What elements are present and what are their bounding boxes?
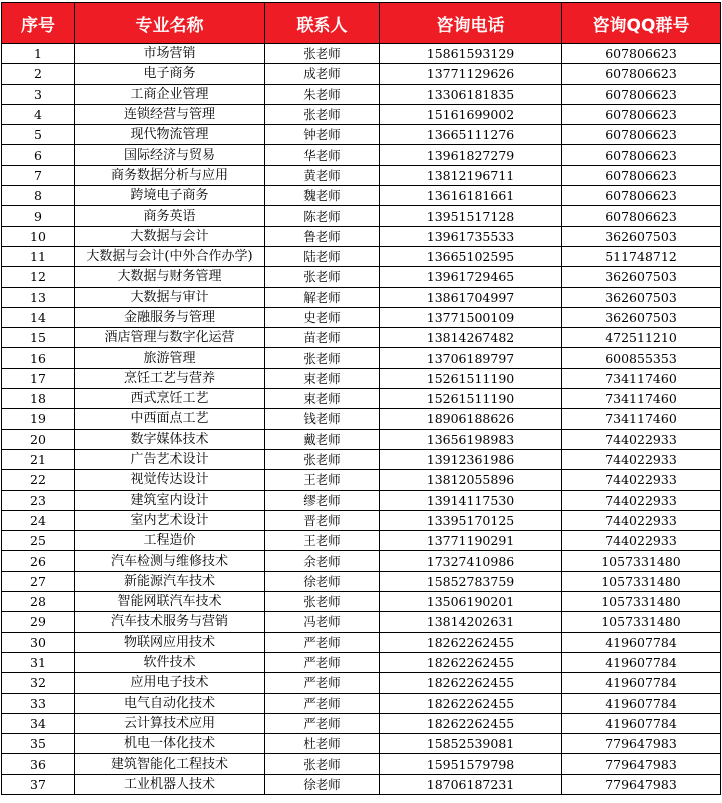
cell-major: 大数据与会计(中外合作办学) [75,246,265,266]
cell-index: 6 [2,145,75,165]
cell-contact: 严老师 [265,632,380,652]
cell-contact: 鲁老师 [265,226,380,246]
cell-index: 9 [2,206,75,226]
table-row [2,307,721,327]
cell-phone: 13706189797 [380,348,562,368]
cell-contact: 束老师 [265,389,380,409]
cell-qq-group: 362607503 [562,307,721,327]
cell-contact: 晋老师 [265,510,380,530]
cell-phone: 13771500109 [380,307,562,327]
table-row [2,571,721,591]
cell-phone: 18262262455 [380,632,562,652]
cell-index: 15 [2,328,75,348]
cell-qq-group: 362607503 [562,226,721,246]
cell-qq-group: 607806623 [562,206,721,226]
cell-phone: 18262262455 [380,673,562,693]
cell-qq-group: 744022933 [562,490,721,510]
cell-qq-group: 362607503 [562,287,721,307]
table-row [2,104,721,124]
cell-contact: 魏老师 [265,186,380,206]
cell-major: 大数据与财务管理 [75,267,265,287]
table-row [2,206,721,226]
table-row [2,246,721,266]
table-row [2,510,721,530]
cell-qq-group: 744022933 [562,531,721,551]
cell-contact: 徐老师 [265,571,380,591]
cell-contact: 严老师 [265,652,380,672]
cell-qq-group: 734117460 [562,409,721,429]
cell-contact: 陈老师 [265,206,380,226]
cell-index: 29 [2,612,75,632]
cell-contact: 张老师 [265,592,380,612]
cell-contact: 徐老师 [265,774,380,794]
cell-phone: 18262262455 [380,693,562,713]
cell-major: 软件技术 [75,652,265,672]
table-row [2,531,721,551]
header-contact: 联系人 [265,3,380,44]
cell-contact: 束老师 [265,368,380,388]
table-row [2,754,721,774]
cell-major: 电气自动化技术 [75,693,265,713]
cell-contact: 余老师 [265,551,380,571]
cell-qq-group: 511748712 [562,246,721,266]
cell-qq-group: 744022933 [562,449,721,469]
table-row [2,713,721,733]
cell-major: 视觉传达设计 [75,470,265,490]
cell-phone: 15951579798 [380,754,562,774]
table-row [2,165,721,185]
cell-phone: 13506190201 [380,592,562,612]
cell-phone: 13912361986 [380,449,562,469]
cell-major: 大数据与审计 [75,287,265,307]
cell-contact: 成老师 [265,64,380,84]
cell-major: 商务数据分析与应用 [75,165,265,185]
cell-qq-group: 419607784 [562,632,721,652]
header-row [2,3,721,44]
cell-index: 10 [2,226,75,246]
cell-qq-group: 607806623 [562,125,721,145]
table-row [2,774,721,794]
cell-contact: 张老师 [265,449,380,469]
cell-major: 工商企业管理 [75,84,265,104]
cell-index: 30 [2,632,75,652]
cell-phone: 13656198983 [380,429,562,449]
cell-index: 5 [2,125,75,145]
cell-major: 汽车技术服务与营销 [75,612,265,632]
cell-qq-group: 744022933 [562,429,721,449]
cell-qq-group: 607806623 [562,165,721,185]
cell-index: 22 [2,470,75,490]
cell-major: 酒店管理与数字化运营 [75,328,265,348]
cell-contact: 杜老师 [265,734,380,754]
cell-major: 现代物流管理 [75,125,265,145]
cell-major: 机电一体化技术 [75,734,265,754]
table-row [2,652,721,672]
cell-index: 1 [2,44,75,64]
cell-phone: 13961735533 [380,226,562,246]
cell-contact: 严老师 [265,713,380,733]
cell-index: 34 [2,713,75,733]
table-row [2,632,721,652]
cell-phone: 15161699002 [380,104,562,124]
cell-major: 连锁经营与管理 [75,104,265,124]
cell-phone: 13961729465 [380,267,562,287]
cell-qq-group: 1057331480 [562,571,721,591]
cell-phone: 13814202631 [380,612,562,632]
cell-index: 18 [2,389,75,409]
cell-major: 物联网应用技术 [75,632,265,652]
cell-major: 中西面点工艺 [75,409,265,429]
table-row [2,409,721,429]
cell-phone: 18262262455 [380,652,562,672]
cell-contact: 张老师 [265,348,380,368]
table-row [2,449,721,469]
cell-contact: 缪老师 [265,490,380,510]
table-row [2,226,721,246]
cell-index: 25 [2,531,75,551]
cell-contact: 陆老师 [265,246,380,266]
cell-index: 17 [2,368,75,388]
cell-phone: 13665102595 [380,246,562,266]
cell-major: 汽车检测与维修技术 [75,551,265,571]
cell-phone: 17327410986 [380,551,562,571]
cell-qq-group: 734117460 [562,368,721,388]
cell-major: 广告艺术设计 [75,449,265,469]
cell-contact: 张老师 [265,267,380,287]
cell-major: 旅游管理 [75,348,265,368]
header-phone: 咨询电话 [380,3,562,44]
cell-major: 市场营销 [75,44,265,64]
cell-index: 32 [2,673,75,693]
cell-major: 新能源汽车技术 [75,571,265,591]
cell-contact: 解老师 [265,287,380,307]
cell-phone: 13861704997 [380,287,562,307]
cell-major: 建筑智能化工程技术 [75,754,265,774]
table-row [2,84,721,104]
cell-contact: 朱老师 [265,84,380,104]
table-row [2,64,721,84]
table-row [2,125,721,145]
cell-major: 应用电子技术 [75,673,265,693]
cell-major: 室内艺术设计 [75,510,265,530]
cell-index: 35 [2,734,75,754]
cell-phone: 13395170125 [380,510,562,530]
cell-contact: 严老师 [265,673,380,693]
cell-contact: 戴老师 [265,429,380,449]
table-row [2,267,721,287]
table-body [2,44,721,795]
cell-phone: 13665111276 [380,125,562,145]
cell-index: 27 [2,571,75,591]
table-row [2,328,721,348]
cell-major: 大数据与会计 [75,226,265,246]
cell-index: 33 [2,693,75,713]
table-row [2,470,721,490]
cell-qq-group: 472511210 [562,328,721,348]
cell-index: 3 [2,84,75,104]
cell-phone: 13812055896 [380,470,562,490]
cell-qq-group: 419607784 [562,713,721,733]
cell-contact: 王老师 [265,470,380,490]
cell-index: 14 [2,307,75,327]
table-row [2,490,721,510]
cell-major: 数字媒体技术 [75,429,265,449]
cell-index: 21 [2,449,75,469]
cell-qq-group: 607806623 [562,104,721,124]
header-qq-group: 咨询QQ群号 [562,3,721,44]
cell-qq-group: 779647983 [562,734,721,754]
cell-major: 西式烹饪工艺 [75,389,265,409]
cell-phone: 15261511190 [380,368,562,388]
cell-phone: 15852539081 [380,734,562,754]
table-row [2,186,721,206]
cell-major: 工业机器人技术 [75,774,265,794]
cell-contact: 冯老师 [265,612,380,632]
cell-major: 跨境电子商务 [75,186,265,206]
table-row [2,612,721,632]
table-row [2,368,721,388]
cell-contact: 史老师 [265,307,380,327]
cell-qq-group: 607806623 [562,44,721,64]
cell-phone: 18906188626 [380,409,562,429]
cell-phone: 13951517128 [380,206,562,226]
cell-index: 23 [2,490,75,510]
cell-qq-group: 779647983 [562,774,721,794]
table-row [2,429,721,449]
cell-contact: 华老师 [265,145,380,165]
cell-qq-group: 744022933 [562,470,721,490]
cell-qq-group: 600855353 [562,348,721,368]
cell-contact: 钟老师 [265,125,380,145]
table-header [2,3,721,44]
cell-phone: 15261511190 [380,389,562,409]
cell-major: 烹饪工艺与营养 [75,368,265,388]
cell-major: 云计算技术应用 [75,713,265,733]
cell-contact: 钱老师 [265,409,380,429]
cell-phone: 13814267482 [380,328,562,348]
cell-major: 智能网联汽车技术 [75,592,265,612]
cell-phone: 13812196711 [380,165,562,185]
cell-qq-group: 734117460 [562,389,721,409]
cell-phone: 13771129626 [380,64,562,84]
cell-index: 26 [2,551,75,571]
table-row [2,348,721,368]
cell-major: 电子商务 [75,64,265,84]
cell-index: 31 [2,652,75,672]
cell-contact: 张老师 [265,44,380,64]
cell-contact: 王老师 [265,531,380,551]
cell-index: 16 [2,348,75,368]
cell-index: 28 [2,592,75,612]
table-row [2,693,721,713]
cell-index: 36 [2,754,75,774]
cell-qq-group: 1057331480 [562,592,721,612]
cell-contact: 黄老师 [265,165,380,185]
header-index: 序号 [2,3,75,44]
cell-major: 国际经济与贸易 [75,145,265,165]
cell-qq-group: 419607784 [562,673,721,693]
cell-phone: 13306181835 [380,84,562,104]
cell-index: 7 [2,165,75,185]
cell-phone: 13961827279 [380,145,562,165]
table-row [2,145,721,165]
cell-phone: 13616181661 [380,186,562,206]
cell-qq-group: 419607784 [562,652,721,672]
cell-contact: 苗老师 [265,328,380,348]
cell-index: 2 [2,64,75,84]
cell-contact: 张老师 [265,104,380,124]
cell-major: 金融服务与管理 [75,307,265,327]
cell-qq-group: 779647983 [562,754,721,774]
cell-qq-group: 362607503 [562,267,721,287]
cell-phone: 18262262455 [380,713,562,733]
cell-qq-group: 419607784 [562,693,721,713]
table-row [2,551,721,571]
cell-index: 19 [2,409,75,429]
cell-qq-group: 744022933 [562,510,721,530]
cell-major: 工程造价 [75,531,265,551]
cell-index: 20 [2,429,75,449]
table-row [2,389,721,409]
cell-qq-group: 607806623 [562,84,721,104]
cell-phone: 15861593129 [380,44,562,64]
header-major: 专业名称 [75,3,265,44]
cell-qq-group: 607806623 [562,64,721,84]
cell-index: 4 [2,104,75,124]
cell-phone: 15852783759 [380,571,562,591]
cell-contact: 张老师 [265,754,380,774]
cell-major: 商务英语 [75,206,265,226]
table-row [2,673,721,693]
cell-qq-group: 607806623 [562,186,721,206]
cell-index: 8 [2,186,75,206]
cell-major: 建筑室内设计 [75,490,265,510]
table-row [2,734,721,754]
cell-index: 13 [2,287,75,307]
contact-table [1,2,721,795]
table-row [2,592,721,612]
cell-phone: 18706187231 [380,774,562,794]
cell-contact: 严老师 [265,693,380,713]
cell-qq-group: 1057331480 [562,612,721,632]
cell-phone: 13914117530 [380,490,562,510]
cell-index: 12 [2,267,75,287]
cell-qq-group: 607806623 [562,145,721,165]
cell-phone: 13771190291 [380,531,562,551]
cell-index: 24 [2,510,75,530]
cell-index: 37 [2,774,75,794]
table-row [2,44,721,64]
cell-qq-group: 1057331480 [562,551,721,571]
cell-index: 11 [2,246,75,266]
table-row [2,287,721,307]
